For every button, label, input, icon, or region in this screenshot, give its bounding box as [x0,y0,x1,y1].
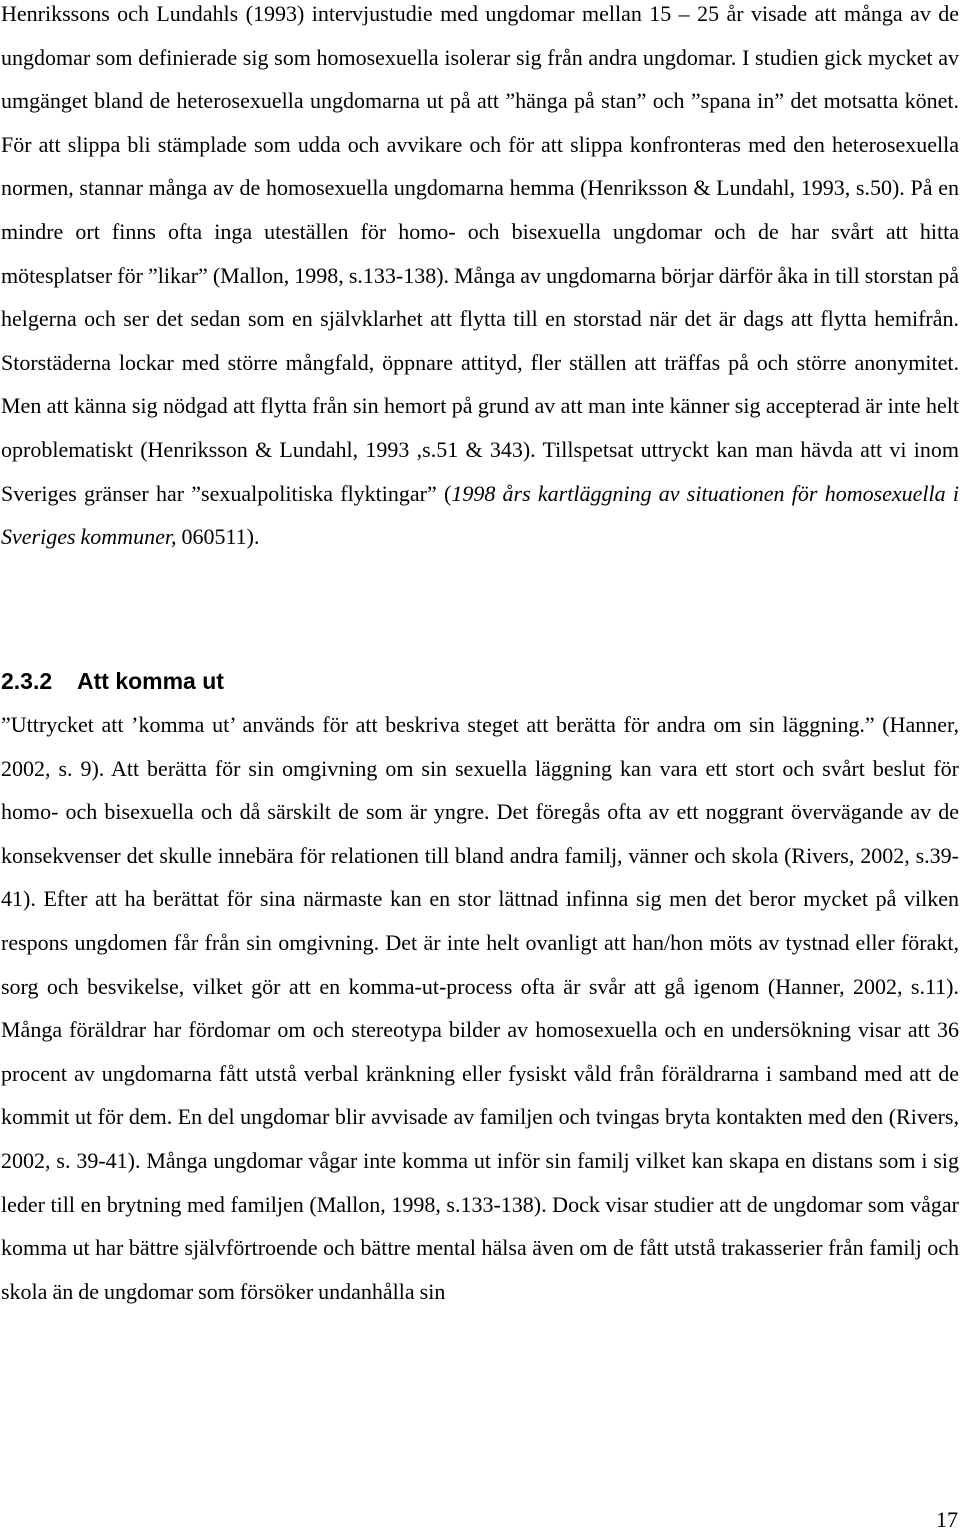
body-paragraph-coming-out: ”Uttrycket att ’komma ut’ används för att beskriva steget att berätta för andra om sin läggning.” (Hanner, 2002, s. 9). Att berätta för sin omgivning om sin sexuella läggning kan vara ett stort och svårt beslut för homo- och bisexuella och då särskilt de som är yngre. Det föregås ofta av ett noggrant övervägande av de konsekvenser det skulle innebära för relationen till bland andra familj, vänner och skola (Rivers, 2002, s.39-41). Efter att ha berättat för sina närmaste kan en stor lättnad infinna sig men det beror mycket på vilken respons ungdomen får från sin omgivning. Det är inte helt ovanligt att han/hon möts av tystnad eller förakt, sorg och besvikelse, vilket gör att en komma-ut-process ofta är svår att gå igenom (Hanner, 2002, s.11). Många föräldrar har fördomar om och stereotypa bilder av homosexuella och en undersökning visar att 36 procent av ungdomarna fått utstå verbal kränkning eller fysiskt våld från föräldrarna i samband med att de kommit ut för dem. En del ungdomar blir avvisade av familjen och tvingas bryta kontakten med den (Rivers, 2002, s. 39-41). Många ungdomar vågar inte komma ut inför sin familj vilket kan skapa en distans som i sig leder till en brytning med familjen (Mallon, 1998, s.133-138). Dock visar studier att de ungdomar som vågar komma ut har bättre självförtroende och bättre mental hälsa även om de fått utstå trakasserier från familj och skola än de ungdomar som försöker undanhålla sin [1,712,959,1304]
paragraph-text: Henrikssons och Lundahls (1993) intervjustudie med ungdomar mellan 15 – 25 år visade att många av de ungdomar som definierade sig som homosexuella isolerar sig från andra ungdomar. I studien gick mycket av umgänget bland de heterosexuella ungdomarna ut på att ”hänga på stan” och ”spana in” det motsatta könet. För att slippa bli stämplade som udda och avvikare och för att slippa konfronteras med den heterosexuella normen, stannar många av de homosexuella ungdomarna hemma (Henriksson & Lundahl, 1993, s.50). På en mindre ort finns ofta inga uteställen för homo- och bisexuella ungdomar och de har svårt att hitta mötesplatser för ”likar” (Mallon, 1998, s.133-138). Många av ungdomarna börjar därför åka in till storstan på helgerna och ser det sedan som en självklarhet att flytta till en storstad när det är dags att flytta hemifrån. Storstäderna lockar med större mångfald, öppnare attityd, fler ställen att träffas på och större anonymitet. Men att känna sig nödgad att flytta från sin hemort på grund av att man inte känner sig accepterad är inte helt oproblematiskt (Henriksson & Lundahl, 1993 ,s.51 & 343). Tillspetsat uttryckt kan man hävda att vi inom Sveriges gränser har ”sexualpolitiska flyktingar” ( [1,1,959,506]
section-number: 2.3.2 [1,668,53,694]
section-title: Att komma ut [77,668,224,694]
section-heading [1,665,224,697]
page-number: 17 [936,1507,958,1532]
paragraph-text-end: 060511). [176,524,260,550]
italic-report-title: 1998 års kartläggning av situationen för homosexuella i Sveriges kommuner, [1,480,959,550]
body-paragraph-isolation [1,0,959,559]
